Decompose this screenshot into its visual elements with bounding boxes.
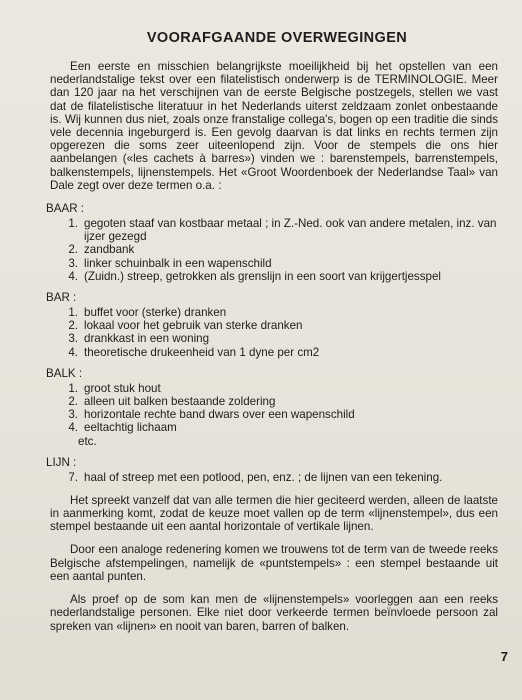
definition-list <box>50 382 498 435</box>
definition-term: LIJN : <box>46 455 77 469</box>
definition-item: 1. buffet voor (sterke) dranken <box>68 306 227 320</box>
definition-list <box>50 471 498 484</box>
definition-item: 4. eeltachtig lichaam <box>68 421 177 435</box>
definition-item: 1. groot stuk hout <box>68 381 161 395</box>
definition-list <box>50 306 498 359</box>
definition-item: 3. drankkast in een woning <box>68 332 210 346</box>
definition-baar <box>46 202 498 283</box>
etc-label: etc. <box>78 434 97 448</box>
body-paragraph: Door een analoge redenering komen we trouwens tot de term van de tweede reeks Belgische afstempelingen, namelijk de «puntstempels» : een stempel bestaande uit een aantal punten. <box>50 543 498 583</box>
definition-item: 3. linker schuinbalk in een wapenschild <box>68 256 272 270</box>
definition-item: 2. lokaal voor het gebruik van sterke dranken <box>68 319 303 333</box>
definition-term: BALK : <box>46 366 83 380</box>
definition-item: 1. gegoten staaf van kostbaar metaal ; in Z.-Ned. ook van andere metalen, inz. van ijzer gezegd <box>68 217 497 244</box>
body-paragraph: Als proef op de som kan men de «lijnenstempels» voorleggen aan een reeks nederlandstalige personen. Elke niet door verkeerde termen beïnvloede persoon zal spreken van «lijnen» en nooit van baren, barren of balken. <box>50 593 498 633</box>
definition-item: 7. haal of streep met een potlood, pen, enz. ; de lijnen van een tekening. <box>68 470 443 484</box>
intro-paragraph: Een eerste en misschien belangrijkste moeilijkheid bij het opstellen van een nederlandstalige tekst over een filatelistisch onderwerp is de TERMINOLOGIE. Meer dan 120 jaar na het verschijnen van de eerste Belgische postzegels, stellen we vast dat de filatelistische literatuur in het Nederlands uiterst zeldzaam zonlet onbestaande is. Wij kunnen dus niet, zoals onze franstalige collega's, bogen op een traditie die sinds vele decennia ingeburgerd is. Een gevolg daarvan is dat links en rechts termen zijn opgerezen die soms zeer uiteenlopend zijn. Voor de stempels die ons hier aanbelangen («les cachets à barres») vinden we : barenstempels, barrenstempels, balkenstempels, lijnenstempels. Het «Groot Woordenboek der Nederlandse Taal» van Dale zegt over deze termen o.a. : <box>50 60 498 192</box>
definition-item: 2. alleen uit balken bestaande zoldering <box>68 395 276 409</box>
definition-balk <box>46 366 498 448</box>
definition-term: BAR : <box>46 291 77 305</box>
definition-item: 4. (Zuidn.) streep, getrokken als grenslijn in een soort van krijgertjesspel <box>68 269 442 283</box>
body-paragraph: Het spreekt vanzelf dat van alle termen die hier geciteerd werden, alleen de laatste in aanmerking komt, zodat de keuze moet vallen op de term «lijnenstempel», dus een stempel bestaande uit een aantal horizontale of vertikale lijnen. <box>50 493 498 534</box>
definition-item: 2. zandbank <box>68 243 135 257</box>
definition-bar <box>46 291 498 359</box>
definition-list <box>50 217 498 283</box>
definition-item: 3. horizontale rechte band dwars over een wapenschild <box>68 408 355 422</box>
definition-lijn <box>46 455 498 484</box>
definition-term: BAAR : <box>46 202 85 216</box>
page-title: VOORAFGAANDE OVERWEGINGEN <box>146 30 408 46</box>
definition-item: 4. theoretische drukeenheid van 1 dyne per cm2 <box>68 345 320 359</box>
page-number: 7 <box>500 649 508 664</box>
